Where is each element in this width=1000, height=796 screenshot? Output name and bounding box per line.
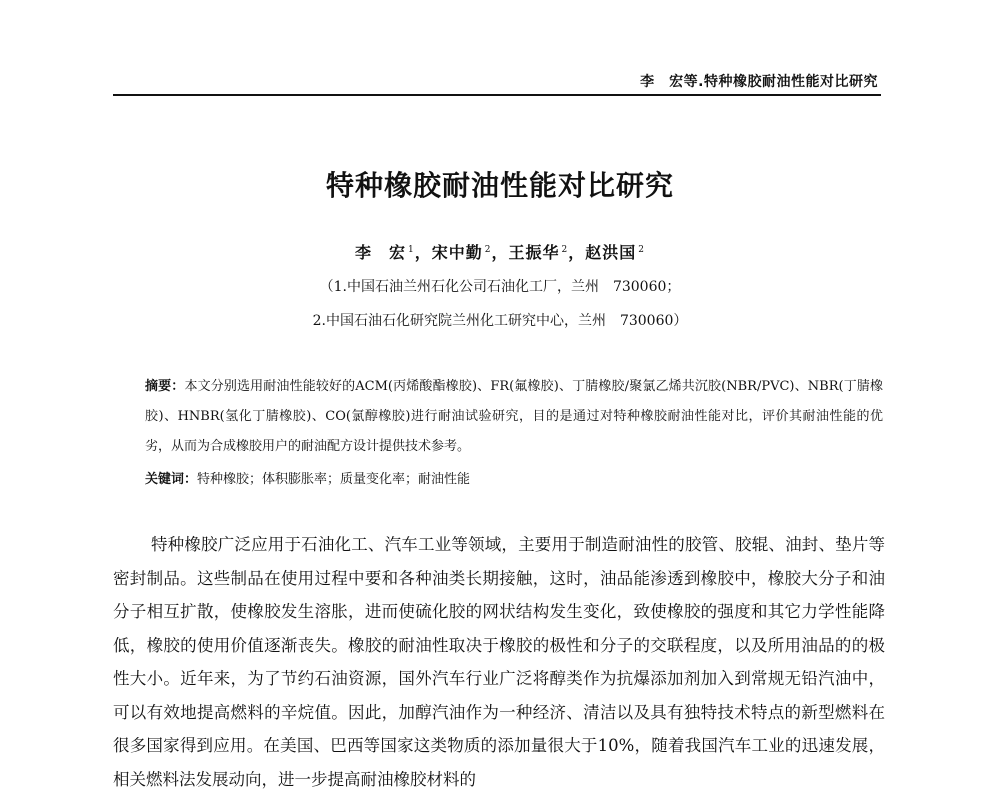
author-separator: ，: [414, 243, 432, 262]
abstract-paragraph: [113, 372, 883, 462]
author-affiliation-mark: 1: [407, 245, 415, 255]
author-affiliation-mark: 2: [484, 245, 492, 255]
author-separator: ，: [491, 243, 509, 262]
paper-title: 特种橡胶耐油性能对比研究: [325, 169, 674, 202]
abstract: [113, 372, 883, 462]
author-name: 王振华: [508, 243, 560, 262]
author-name: 李 宏: [354, 243, 406, 262]
author-affiliation-mark: 2: [638, 245, 646, 255]
author-affiliation-mark: 2: [561, 245, 569, 255]
author-separator: ，: [568, 243, 586, 262]
keywords-text: 特种橡胶；体积膨胀率；质量变化率；耐油性能: [197, 472, 471, 487]
header-rule: [113, 94, 881, 96]
running-head: 李 宏等.特种橡胶耐油性能对比研究: [640, 74, 878, 90]
affiliation-2: 2.中国石油石化研究院兰州化工研究中心，兰州 730060）: [312, 313, 688, 329]
author-name: 宋中勤: [431, 243, 483, 262]
keywords-label: 关键词：: [145, 472, 198, 487]
body-paragraph: 特种橡胶广泛应用于石油化工、汽车工业等领域，主要用于制造耐油性的胶管、胶辊、油封、垫片等密封制品。这些制品在使用过程中要和各种油类长期接触，这时，油品能渗透到橡胶中，橡胶大分子和油分子相互扩散，使橡胶发生溶胀，进而使硫化胶的网状结构发生变化，致使橡胶的强度和其它力学性能降低，橡胶的使用价值逐渐丧失。橡胶的耐油性取决于橡胶的极性和分子的交联程度，以及所用油品的的极性大小。近年来，为了节约石油资源，国外汽车行业广泛将醇类作为抗爆添加剂加入到常规无铅汽油中，可以有效地提高燃料的辛烷值。因此，加醇汽油作为一种经济、清洁以及具有独特技术特点的新型燃料在很多国家得到应用。在美国、巴西等国家这类物质的添加量很大于10%，随着我国汽车工业的迅速发展，相关燃料法发展动向，进一步提高耐油橡胶材料的: [113, 535, 885, 789]
keywords: [145, 468, 885, 487]
author-name: 赵洪国: [585, 243, 637, 262]
affiliation-1: （1.中国石油兰州石化公司石油化工厂，兰州 730060；: [319, 279, 681, 295]
abstract-label: 摘要：: [145, 379, 185, 394]
abstract-text: 本文分别选用耐油性能较好的ACM(丙烯酸酯橡胶)、FR(氟橡胶)、丁腈橡胶/聚氯乙烯共沉胶(NBR/PVC)、NBR(丁腈橡胶)、HNBR(氢化丁腈橡胶)、CO(氯醇橡胶)进行耐油试验研究，目的是通过对特种橡胶耐油性能对比，评价其耐油性能的优劣，从而为合成橡胶用户的耐油配方设计提供技术参考。: [145, 379, 883, 454]
author-list: [0, 240, 1000, 263]
